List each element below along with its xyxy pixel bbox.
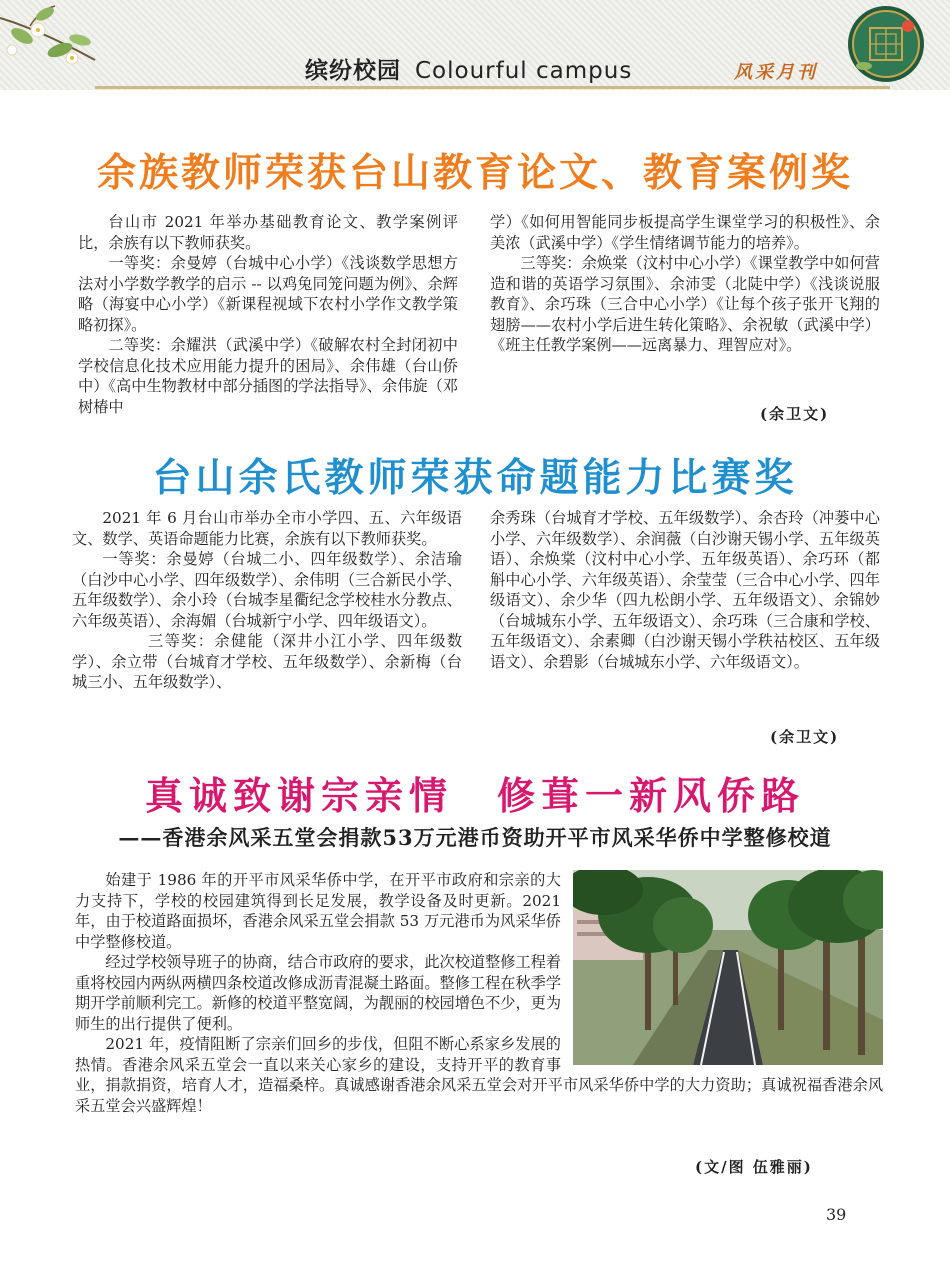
paragraph: 2021 年 6 月台山市举办全市小学四、五、六年级语文、数学、英语命题能力比赛，余族有以下教师获奖。 [72, 509, 462, 548]
paragraph: 三等奖：余焕棠（汶村中心小学）《课堂教学中如何营造和谐的英语学习氛围》、余沛雯（北陡中学）《浅谈说服教育》、余巧珠（三合中心小学）《让每个孩子张开飞翔的翅膀——农村小学后进生转化策略》、余祝敏（武溪中学）《班主任教学案例——远离暴力、理智应对》。 [490, 254, 880, 354]
blossom-branch-decoration [0, 0, 110, 84]
article3-byline: (文/图 伍雅丽) [695, 1158, 813, 1176]
article2-byline: (余卫文) [770, 728, 840, 746]
article2-left-column [72, 508, 462, 693]
paragraph: 二等奖：余耀洪（武溪中学）《破解农村全封闭初中学校信息化技术应用能力提升的困局》、余伟雄（台山侨中）《高中生物教材中部分插图的学法指导》、余伟旋（邓树椿中 [78, 336, 458, 416]
paragraph: 三等奖：余健能（深井小江小学、四年级数学）、余立带（台城育才学校、五年级数学）、余新梅（台城三小、五年级数学）、 [72, 632, 462, 691]
header-rule [95, 86, 890, 89]
campus-road-photo [573, 870, 883, 1065]
paragraph: 始建于 1986 年的开平市风采华侨中学，在开平市政府和宗亲的大力支持下，学校的校园建筑得到长足发展，教学设备及时更新。2021 年，由于校道路面损坏，香港余风采五堂会捐款 53 万元港币为风采华侨中学整修校道。 [75, 871, 561, 951]
page-number: 39 [826, 1205, 847, 1224]
magazine-name: 风采月刊 [734, 62, 818, 83]
article1-left-column [78, 212, 458, 417]
page-header [0, 0, 950, 90]
paragraph: 学）《如何用智能同步板提高学生课堂学习的积极性》、余美浓（武溪中学）《学生情绪调节能力的培养》。 [490, 213, 880, 252]
lattice-window-ornament [846, 4, 926, 84]
article3-body [75, 870, 883, 1116]
article2-right-column [490, 508, 880, 672]
paragraph: 一等奖：余曼婷（台城二小、四年级数学）、余洁瑜（白沙中心小学、四年级数学）、余伟明（三合新民小学、五年级数学）、余小玲（台城李星衢纪念学校桂水分教点、六年级英语）、余海媚（台城新宁小学、四年级语文）。 [72, 550, 462, 630]
paragraph: 经过学校领导班子的协商，结合市政府的要求，此次校道整修工程着重将校园内两纵两横四条校道改修成沥青混凝土路面。整修工程在秋季学期开学前顺利完工。新修的校道平整宽阔，为靓丽的校园增色不少，更为师生的出行提供了便利。 [75, 953, 562, 1033]
article3-subheadline: ——香港余风采五堂会捐款53万元港币资助开平市风采华侨中学整修校道 [118, 825, 832, 850]
paragraph: 台山市 2021 年举办基础教育论文、教学案例评比，余族有以下教师获奖。 [78, 213, 458, 252]
section-title-en: Colourful campus [415, 58, 633, 84]
article3-headline: 真诚致谢宗亲情 修葺一新风侨路 [144, 773, 805, 818]
paragraph: 2021 年，疫情阻断了宗亲们回乡的步伐，但阻不断心系家乡发展的热情。香港余风采五堂会一直以来关心家乡的建设，支持开平的教育事业，捐款捐资，培育人才，造福桑梓。真诚感谢香港余风采五堂会对开平市风采华侨中学的大力资助；真诚祝福香港余风采五堂会兴盛辉煌！ [75, 1035, 883, 1115]
paragraph: 一等奖：余曼婷（台城中心小学）《浅谈数学思想方法对小学数学教学的启示 -- 以鸡兔同笼问题为例》、余辉略（海宴中心小学）《新课程视域下农村小学作文教学策略初探》。 [78, 254, 458, 334]
paragraph: 余秀珠（台城育才学校、五年级数学）、余杏玲（冲蒌中心小学、六年级数学）、余润薇（白沙谢天锡小学、五年级英语）、余焕棠（汶村中心小学、五年级英语）、余巧环（都斛中心小学、六年级英语）、余莹莹（三合中心小学、四年级语文）、余少华（四九松朗小学、五年级语文）、余锦妙（台城城东小学、五年级语文）、余巧珠（三合康和学校、五年级语文）、余素卿（白沙谢天锡小学秩祜校区、五年级语文）、余碧影（台城城东小学、六年级语文）。 [490, 509, 880, 671]
section-title-cn: 缤纷校园 [305, 58, 401, 84]
article2-headline: 台山余氏教师荣获命题能力比赛奖 [152, 456, 798, 501]
tree-lined-road-image [573, 870, 883, 1065]
article1-byline: (余卫文) [760, 405, 830, 423]
section-title [305, 52, 632, 85]
article1-headline: 余族教师荣获台山教育论文、教育案例奖 [96, 151, 853, 196]
article1-right-column [490, 212, 880, 356]
